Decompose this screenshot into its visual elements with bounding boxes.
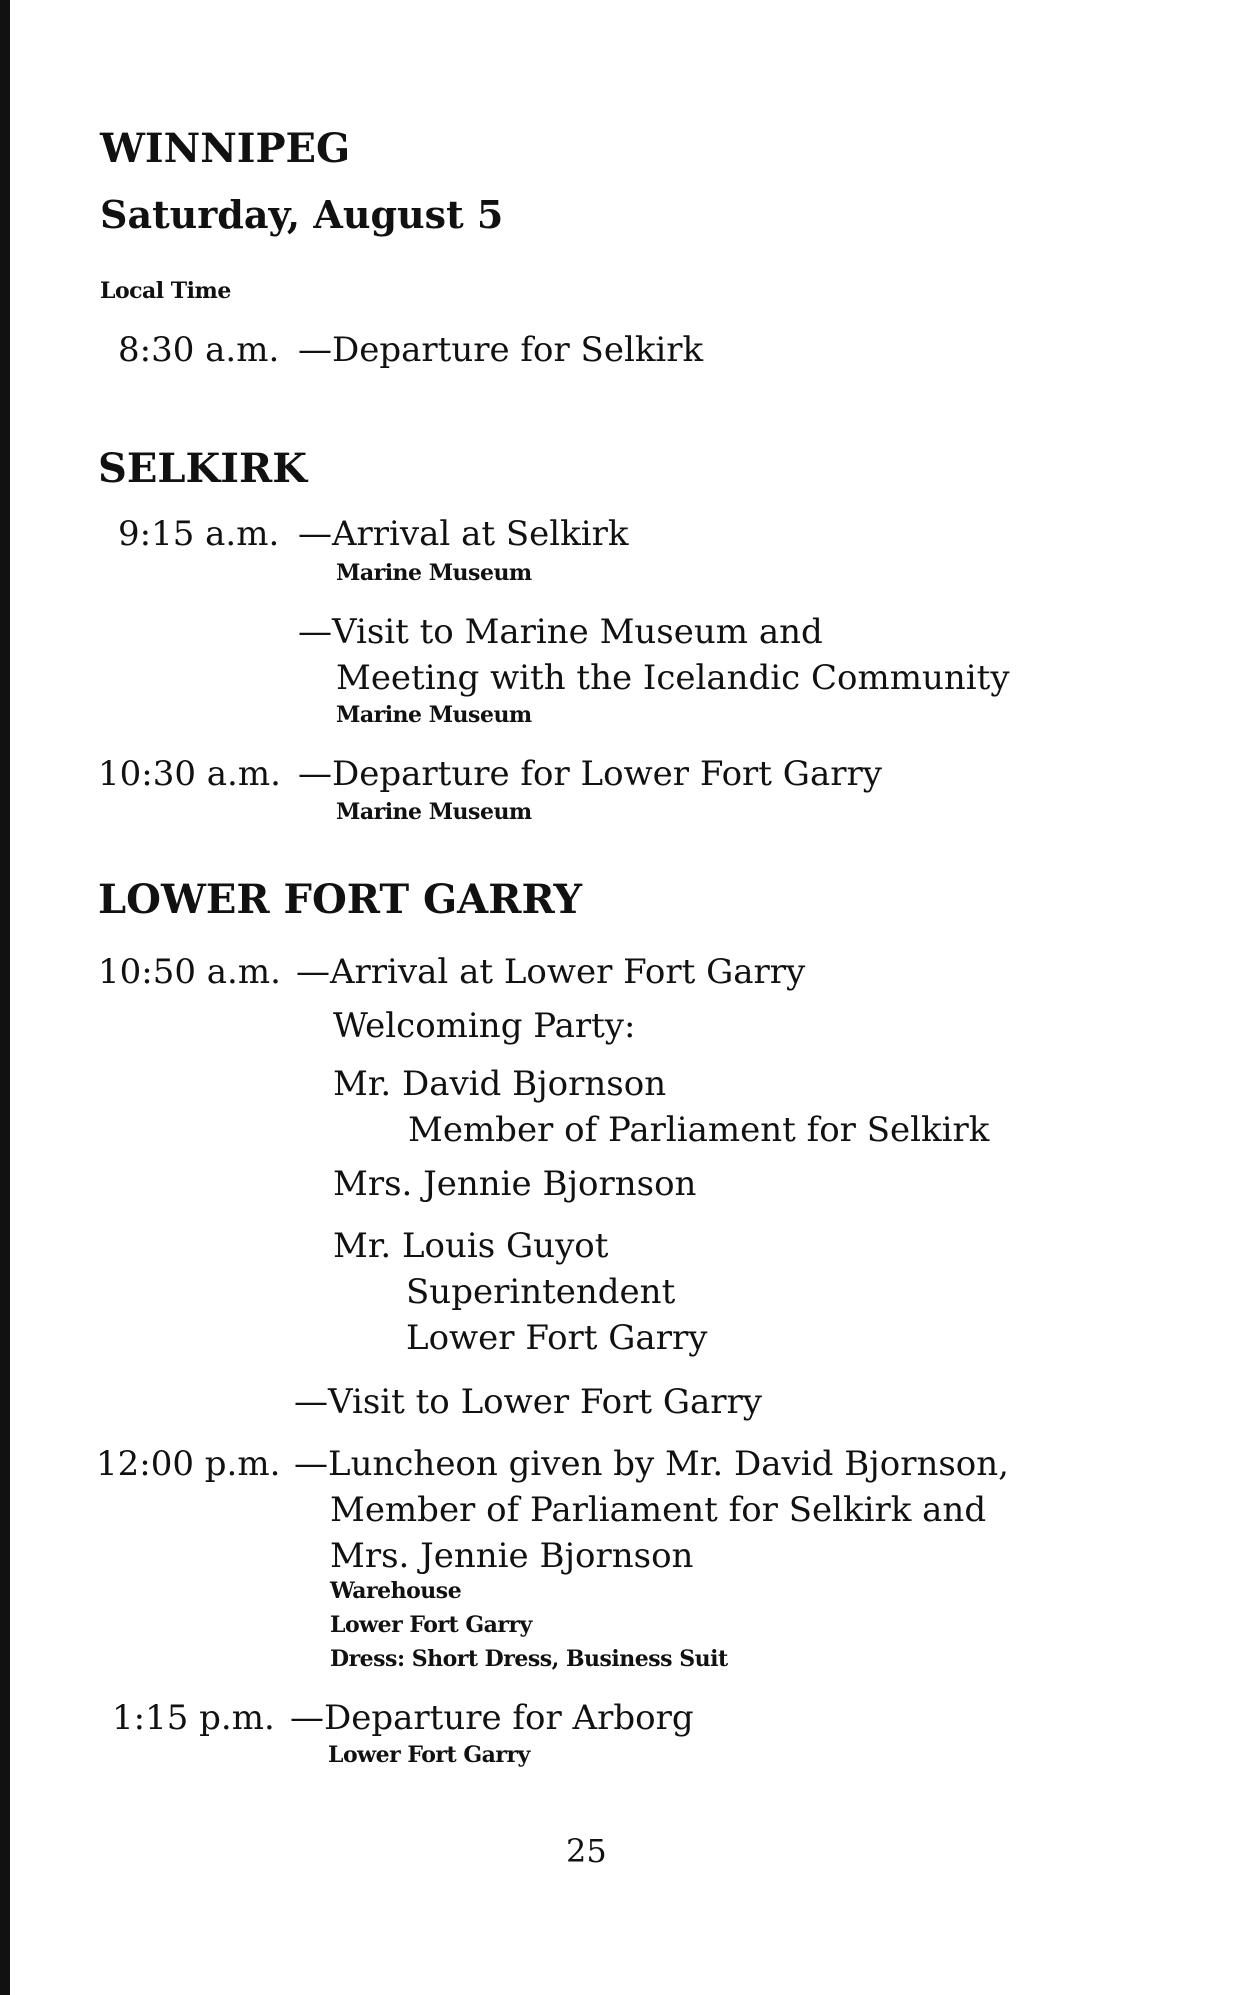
page-number: 25 (566, 1832, 607, 1870)
entry-text: Mrs. Jennie Bjornson (330, 1536, 694, 1576)
entry-location: Lower Fort Garry (330, 1612, 532, 1638)
person-name: Mr. Louis Guyot (333, 1226, 609, 1266)
person-name: Mr. David Bjornson (333, 1064, 667, 1104)
page-edge-rule (0, 0, 10, 1995)
entry-time: 10:50 a.m. (98, 952, 281, 992)
entry-text: Member of Parliament for Selkirk and (330, 1490, 987, 1530)
entry-location: Marine Museum (336, 799, 532, 825)
entry-text: —Departure for Selkirk (298, 330, 704, 370)
dress-code: Dress: Short Dress, Business Suit (330, 1646, 728, 1672)
entry-text: —Departure for Lower Fort Garry (298, 754, 882, 794)
entry-location: Warehouse (330, 1578, 462, 1604)
entry-text: —Visit to Lower Fort Garry (294, 1382, 762, 1422)
person-title: Superintendent (406, 1272, 676, 1312)
person-title: Member of Parliament for Selkirk (408, 1110, 990, 1150)
entry-text: —Arrival at Selkirk (298, 514, 629, 554)
entry-text: —Departure for Arborg (290, 1698, 694, 1738)
entry-location: Marine Museum (336, 702, 532, 728)
entry-text: —Luncheon given by Mr. David Bjornson, (294, 1444, 1009, 1484)
section-heading-selkirk: SELKIRK (98, 445, 307, 492)
section-heading-lower-fort-garry: LOWER FORT GARRY (98, 876, 583, 923)
entry-time: 10:30 a.m. (98, 754, 281, 794)
welcoming-party-label: Welcoming Party: (333, 1006, 636, 1046)
person-name: Mrs. Jennie Bjornson (333, 1164, 697, 1204)
person-title: Lower Fort Garry (406, 1318, 708, 1358)
section-heading-winnipeg: WINNIPEG (100, 125, 351, 172)
entry-time: 12:00 p.m. (96, 1444, 281, 1484)
local-time-label: Local Time (100, 278, 231, 304)
entry-time: 9:15 a.m. (118, 514, 280, 554)
schedule-date: Saturday, August 5 (100, 192, 504, 237)
entry-location: Marine Museum (336, 560, 532, 586)
entry-time: 1:15 p.m. (112, 1698, 275, 1738)
entry-time: 8:30 a.m. (118, 330, 280, 370)
entry-text: —Visit to Marine Museum and (298, 612, 823, 652)
entry-text: —Arrival at Lower Fort Garry (296, 952, 806, 992)
entry-text: Meeting with the Icelandic Community (336, 658, 1010, 698)
entry-location: Lower Fort Garry (328, 1742, 530, 1768)
